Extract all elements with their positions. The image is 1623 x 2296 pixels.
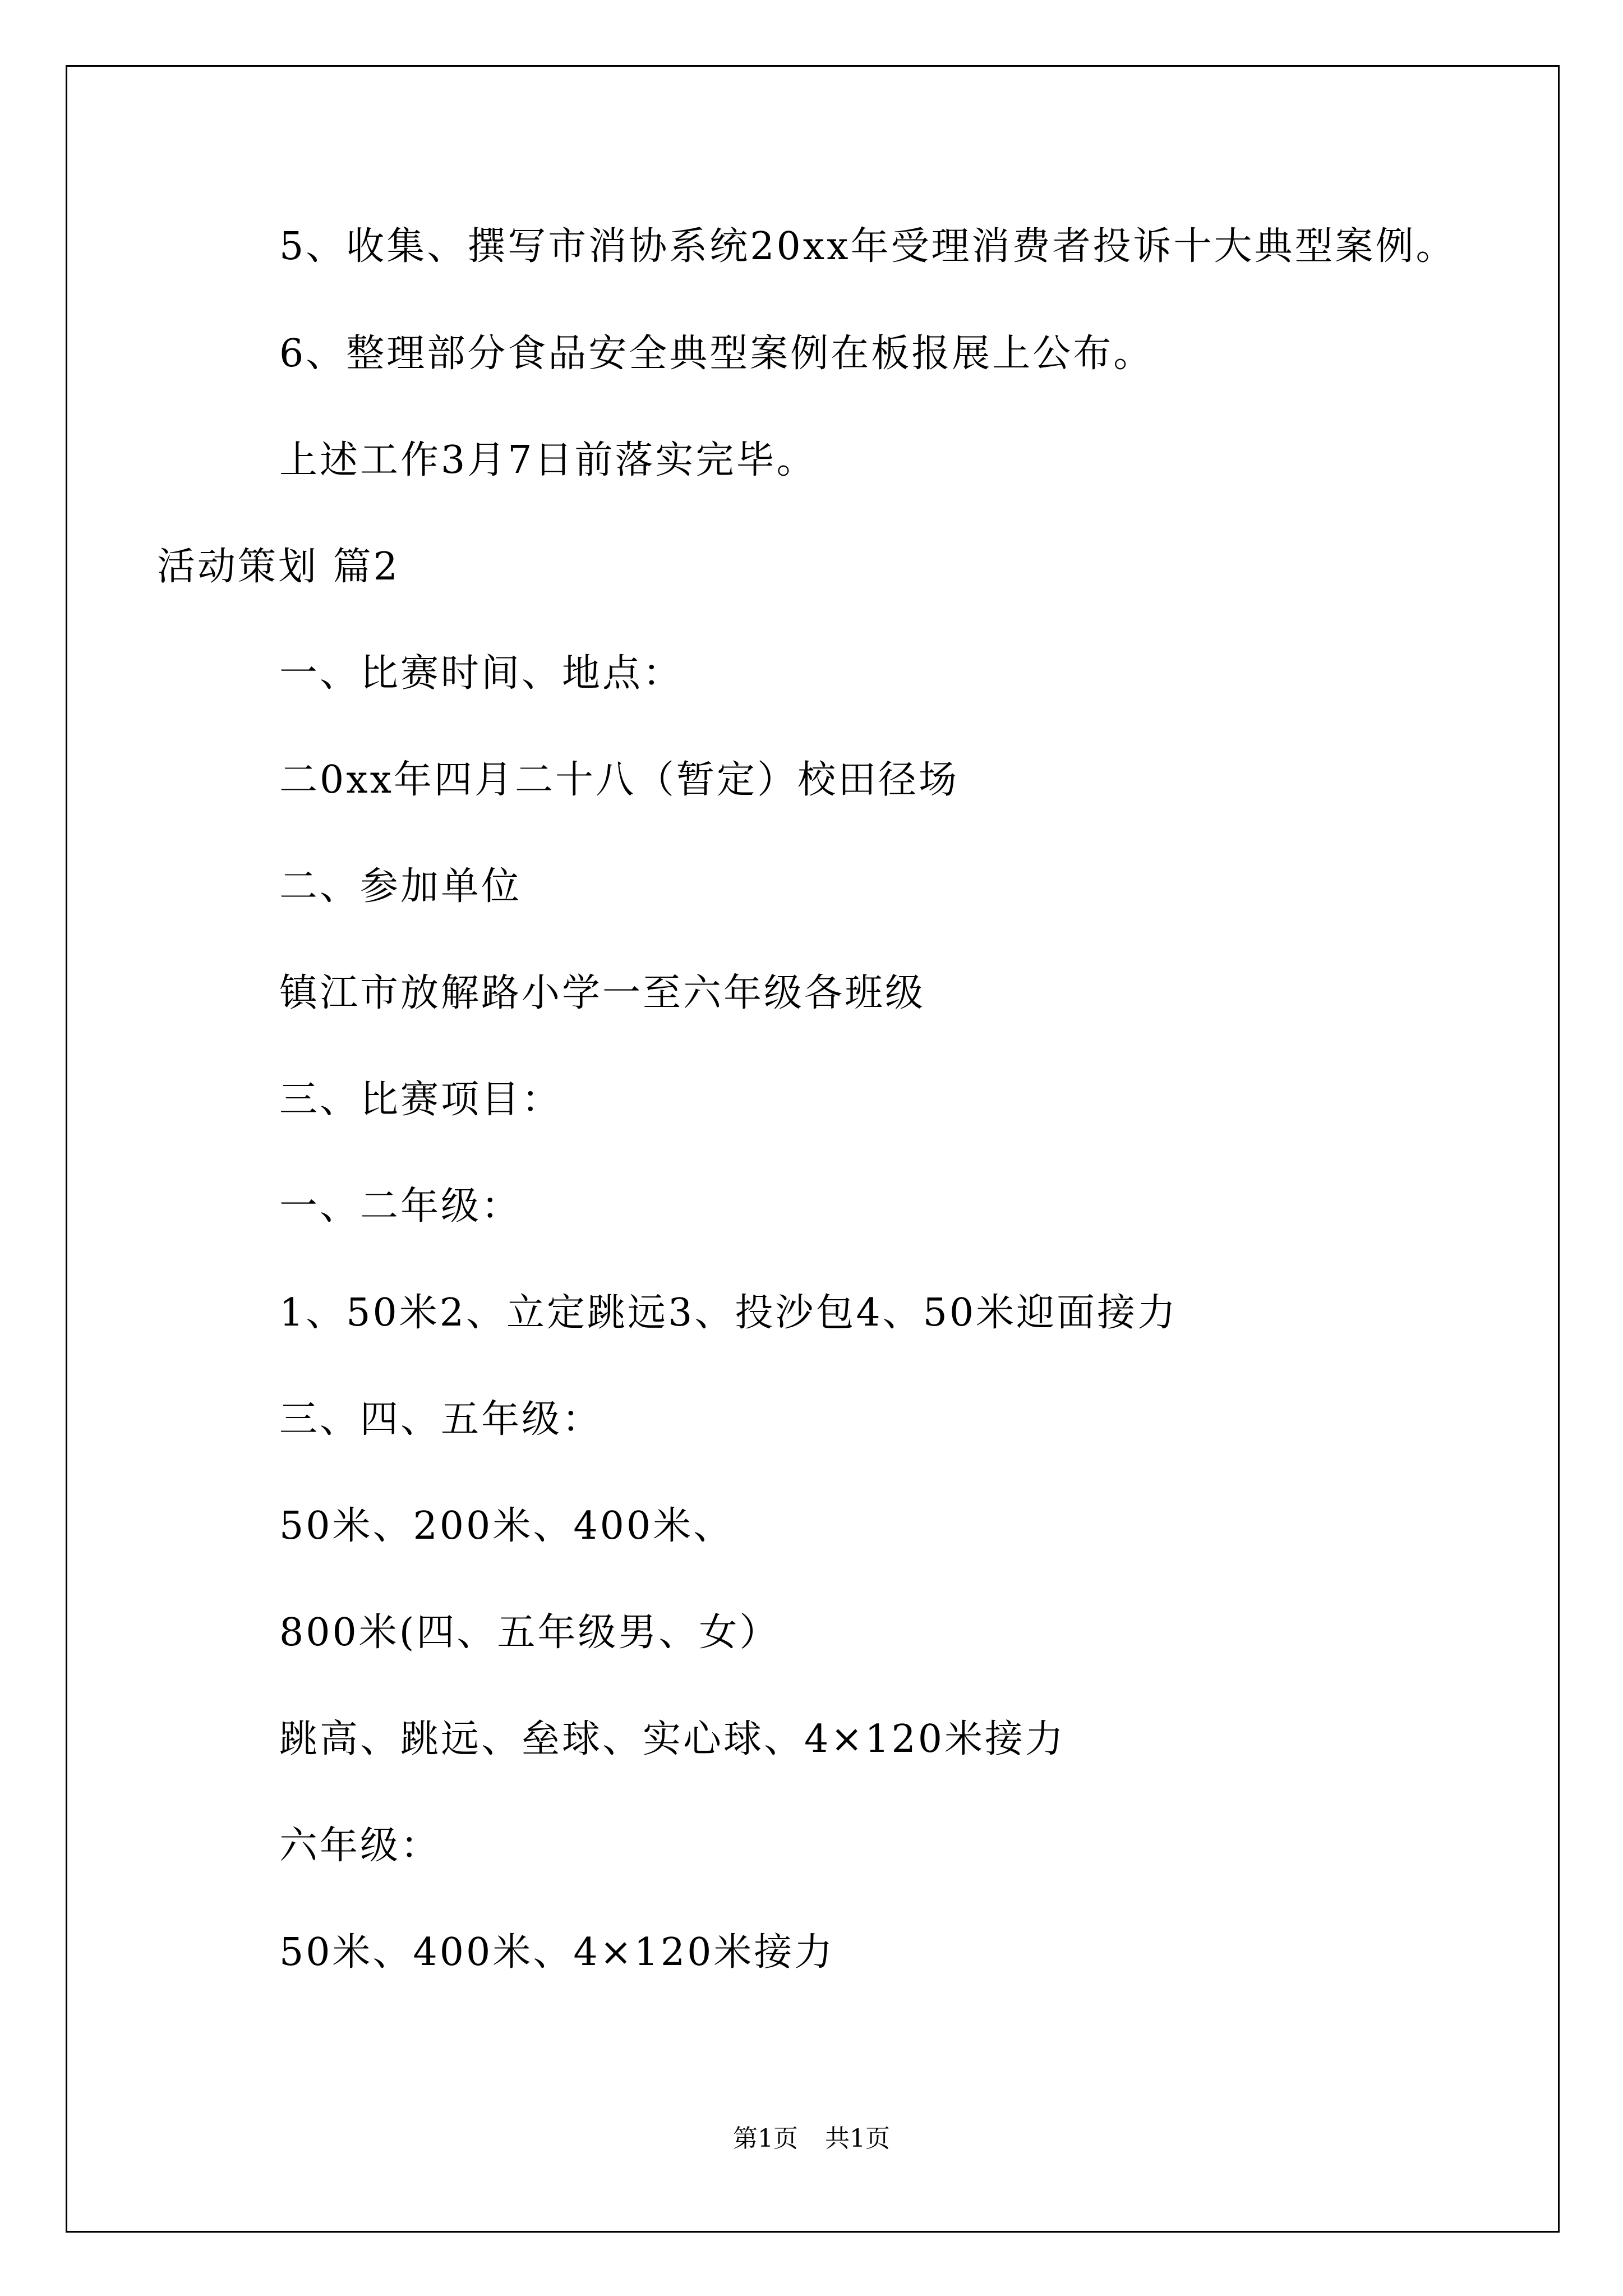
section-heading: 活动策划 篇2 [157, 545, 400, 589]
paragraph-participants: 镇江市放解路小学一至六年级各班级 [279, 971, 926, 1015]
subheading-grades-1-2: 一、二年级： [279, 1184, 522, 1228]
paragraph-events-1-2: 1、50米2、立定跳远3、投沙包4、50米迎面接力 [279, 1291, 1178, 1335]
paragraph-item-5: 5、收集、撰写市消协系统20xx年受理消费者投诉十大典型案例。 [279, 224, 1456, 269]
paragraph-item-6: 6、整理部分食品安全典型案例在板报展上公布。 [279, 332, 1154, 376]
paragraph-events-800m: 800米(四、五年级男、女） [279, 1611, 780, 1655]
paragraph-events-3-5-run: 50米、200米、400米、 [279, 1504, 734, 1548]
subheading-grade-6: 六年级： [279, 1824, 441, 1868]
subheading-grades-3-5: 三、四、五年级： [279, 1397, 603, 1442]
paragraph-deadline: 上述工作3月7日前落实完毕。 [279, 438, 817, 482]
subheading-participants: 二、参加单位 [279, 864, 522, 909]
page-number-current: 第1页 [733, 2124, 798, 2153]
paragraph-events-field: 跳高、跳远、垒球、实心球、4×120米接力 [279, 1717, 1066, 1761]
page-border [66, 65, 1560, 2233]
paragraph-date-venue: 二0xx年四月二十八（暂定）校田径场 [279, 758, 959, 802]
page-number-total: 共1页 [825, 2124, 890, 2153]
page-footer [0, 2124, 1623, 2153]
paragraph-events-6: 50米、400米、4×120米接力 [279, 1930, 835, 1975]
subheading-events: 三、比赛项目： [279, 1078, 562, 1122]
subheading-time-place: 一、比赛时间、地点： [279, 651, 684, 696]
